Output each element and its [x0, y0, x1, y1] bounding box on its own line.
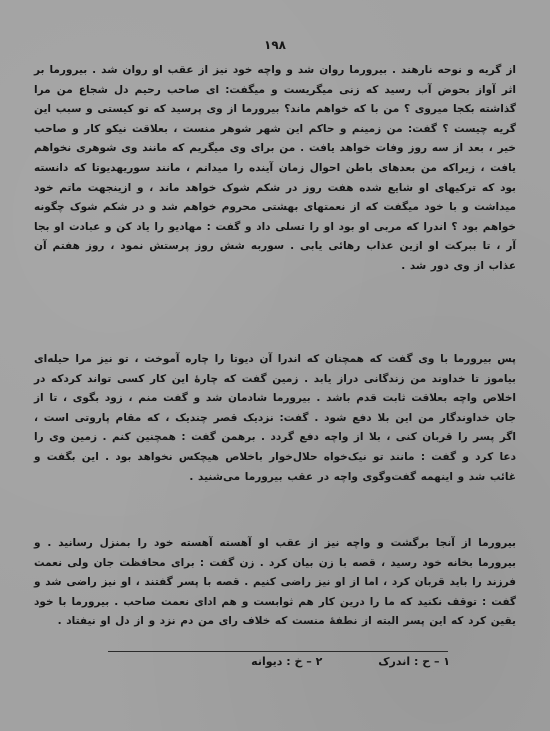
body-paragraph-2: [34, 350, 516, 520]
footnote-divider: [108, 651, 448, 652]
footnote-2: ۲ – خ : دیوانه: [251, 655, 323, 668]
paragraph-text: پس بیرورما با وی گفت که همچنان که اندرا آن دیوتا را چاره آموخت ، تو نیز مرا حیله‌ای بیاموز تا خداوند من زندگانی دراز یابد . زمین گفت که چارهٔ این کار کسی تواند کردکه در اخلاص واچه بعلاقت ثابت قدم باشد . بیرورما شادمان شد و گفت منم ، زود بگوی ، تا از جان خداوندگار من این بلا دفع شود . گفت: نزدیک قصر چندیک ، که مقام پاروتی است ، اگر پسر را قربان کنی ، بلا از واچه دفع گردد . برهمن گفت : همچنین کنم . زمین وی را دعا کرد و گفت : مانند تو نیک‌خواه حلال‌خوار باخلاص هیچکس نخواهد بود . این بگفت و غائب شد و اینهمه گفت‌وگوی واچه در عقب بیرورما می‌شنید .: [34, 353, 516, 483]
page-number: ۱۹۸: [264, 38, 286, 52]
footnotes: [150, 655, 450, 675]
body-paragraph-1: [34, 61, 516, 333]
paragraph-text: بیرورما از آنجا برگشت و واچه نیز از عقب او آهسته آهسته خود را بمنزل رسانید . و بیرورما بخانه خود رسید ، قصه با زن بیان کرد . زن گفت : برای محافظت جان ولی نعمت فرزند را باید قربان کرد ، اما از او نیز راضی کنیم . قصه با پسر گفتند ، او نیز راضی شد و گفت : توقف نکنید که ما را درین کار هم ثوابست و هم ادای نعمت صاحب . بیرورما با خود یقین کرد که این پسر البته از نطفهٔ منست که خلاف رای من دم نزد و از دل او نیفتاد .: [34, 537, 516, 628]
body-paragraph-3: [34, 534, 516, 630]
footnote-1: ۱ – ح : اندرک: [378, 655, 450, 668]
paragraph-text: از گریه و نوحه نارهند . بیرورما روان شد و واچه خود نیز از عقب او روان شد . بیرورما بر اثر آواز بحوض آب رسید که زنی میگریست و میگفت: ای صاحب رحیم دل شجاع من مرا گذاشته بکجا میروی ؟ من با که خواهم ماند؟ بیرورما از وی پرسید که تو کیستی و سبب این گریه چیست ؟ گفت: من زمینم و حاکم این شهر شوهر منست ، بعلاقت نیکو کار و صاحب خیر ، بعد از سه روز وفات خواهد یافت . من برای وی میگریم که مانند وی شوهری نخواهم یافت ، زیراکه من بعدهای باطن احوال زمان آینده را میدانم ، مانند سوریهدیوتا که دانسته بود که ترکیهای او شایع شده هفت روز در شکم شوک خواهد ماند ، و ازینجهت ماتم خود میداشت و با خود میگفت که از نعمتهای بهشتی محروم خواهم شد و در شکم شوک چگونه خواهم بود ؟ اندرا که مربی او بود او را تسلی داد و گفت : مهادیو را یاد کن و عبادت او بجا آر ، تا ببرکت او ازین عذاب رهائی یابی . سوربه شش روز پرستش نمود ، روز هفتم آن عذاب از وی دور شد .: [34, 64, 516, 272]
